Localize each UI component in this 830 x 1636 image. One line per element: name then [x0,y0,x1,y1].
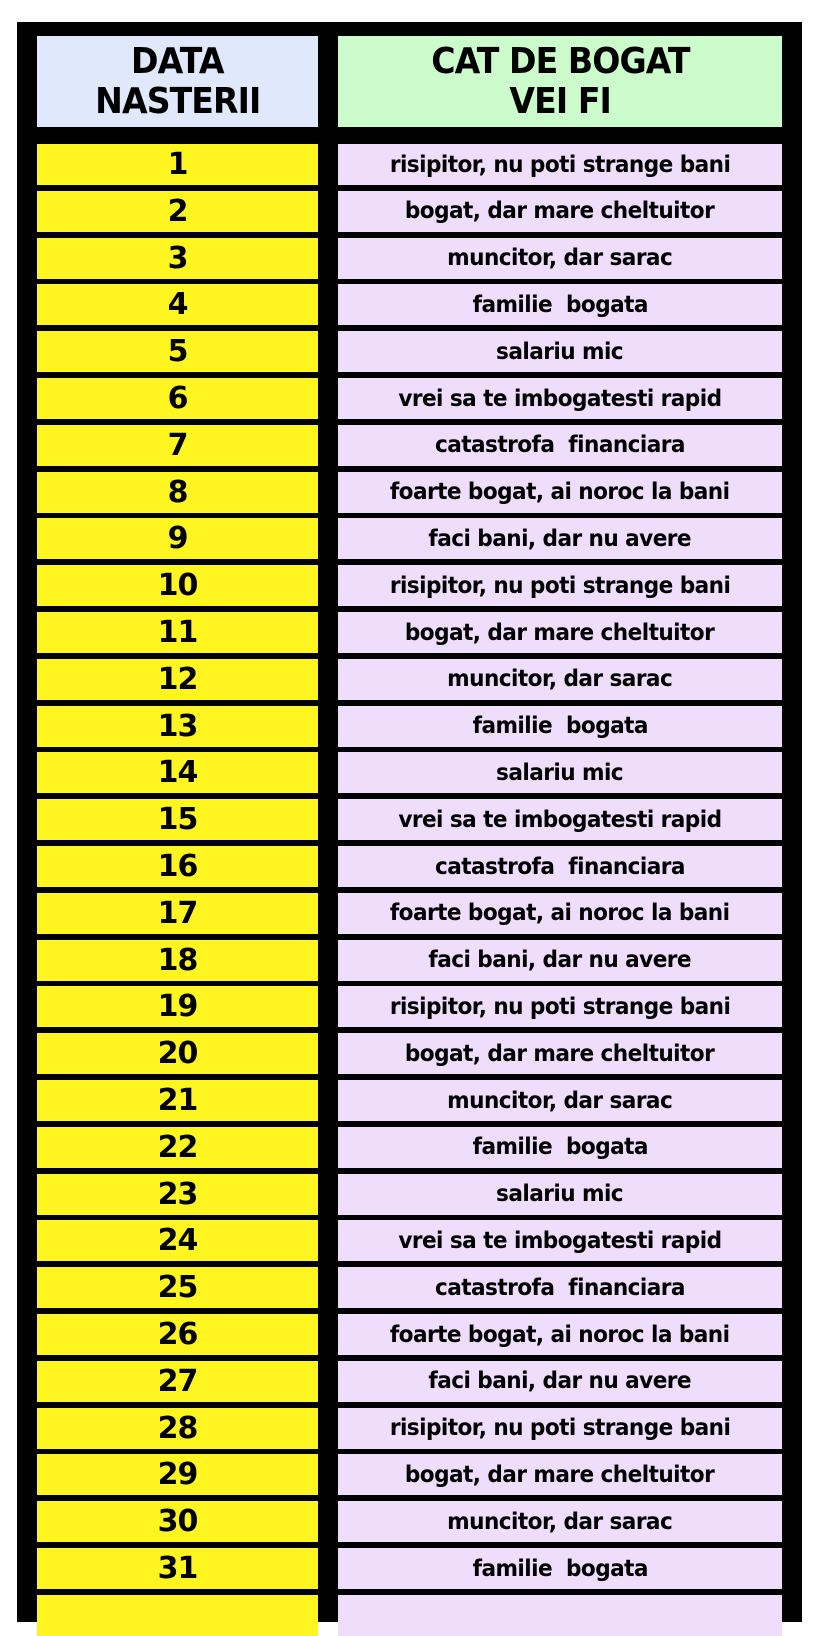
column-header-wealth-line2: VEI FI [509,80,611,122]
result-text: salariu mic [496,1181,624,1208]
day-cell [37,1267,318,1308]
day-number: 24 [157,1223,198,1259]
day-cell [37,659,318,700]
table-row [0,144,830,185]
table-row [0,1408,830,1449]
result-text: risipitor, nu poti strange bani [389,1415,731,1442]
result-text: bogat, dar mare cheltuitor [405,1040,715,1067]
table-row [0,752,830,793]
result-cell [338,1220,782,1261]
result-cell [338,1127,782,1168]
result-cell [338,799,782,840]
result-text: foarte bogat, ai noroc la bani [390,1321,730,1348]
day-cell [37,1127,318,1168]
day-cell [37,799,318,840]
table-row [0,518,830,559]
result-text: vrei sa te imbogatesti rapid [398,806,722,833]
result-text: faci bani, dar nu avere [428,525,692,552]
day-cell [37,191,318,232]
result-cell [338,1595,782,1636]
day-cell [37,284,318,325]
day-cell [37,1080,318,1121]
day-number: 1 [167,147,188,182]
result-cell [338,659,782,700]
day-number: 8 [167,474,188,510]
table-row [0,1361,830,1402]
result-text: bogat, dar mare cheltuitor [405,619,715,646]
day-number: 12 [157,661,198,697]
result-text: vrei sa te imbogatesti rapid [398,1227,722,1254]
day-number: 19 [157,989,198,1025]
day-cell [37,893,318,934]
result-cell [338,565,782,606]
day-number: 11 [157,615,198,650]
column-header-wealth [338,36,782,127]
result-text: vrei sa te imbogatesti rapid [398,385,722,412]
table-row [0,1033,830,1074]
day-number: 21 [157,1083,198,1118]
day-cell [37,425,318,466]
day-cell [37,1220,318,1261]
table-row [0,1548,830,1589]
table-row [0,612,830,653]
column-header-wealth-line1: CAT DE BOGAT [430,40,690,82]
day-number: 14 [157,755,198,791]
result-text: muncitor, dar sarac [447,1087,673,1114]
table-row [0,706,830,747]
result-text: foarte bogat, ai noroc la bani [390,479,730,506]
result-text: catastrofa financiara [435,1274,685,1301]
day-number: 26 [157,1317,198,1352]
table-row [0,940,830,981]
day-number: 28 [157,1410,198,1446]
day-cell [37,1408,318,1449]
result-cell [338,331,782,372]
result-cell [338,986,782,1027]
result-cell [338,1361,782,1402]
result-cell [338,1267,782,1308]
table-row [0,1174,830,1215]
result-cell [338,1174,782,1215]
day-cell [37,1595,318,1636]
result-cell [338,518,782,559]
result-text: risipitor, nu poti strange bani [389,151,731,178]
result-cell [338,706,782,747]
result-text: familie bogata [472,1555,648,1582]
day-number: 9 [167,521,188,557]
result-text: bogat, dar mare cheltuitor [405,1461,715,1488]
table-row [0,1220,830,1261]
day-cell [37,1033,318,1074]
result-text: familie bogata [472,1134,648,1161]
day-number: 5 [167,334,188,370]
day-number: 29 [157,1457,198,1493]
result-cell [338,846,782,887]
result-text: salariu mic [496,338,624,365]
day-number: 17 [157,895,198,931]
day-number: 7 [167,427,188,463]
result-text: risipitor, nu poti strange bani [389,993,731,1020]
table-row [0,659,830,700]
table-row [0,1127,830,1168]
day-number: 4 [167,287,188,323]
day-cell [37,1314,318,1355]
table-row [0,472,830,513]
day-cell [37,144,318,185]
table-row [0,331,830,372]
result-cell [338,238,782,279]
table-row [0,191,830,232]
day-number: 2 [167,193,188,229]
result-cell [338,1408,782,1449]
day-cell [37,940,318,981]
day-number: 15 [157,802,198,838]
day-cell [37,518,318,559]
result-cell [338,472,782,513]
day-number: 27 [157,1363,198,1399]
day-cell [37,378,318,419]
result-text: foarte bogat, ai noroc la bani [390,900,730,927]
result-text: familie bogata [472,291,648,318]
day-cell [37,238,318,279]
result-cell [338,191,782,232]
column-header-birth-date-line2: NASTERII [94,80,261,122]
day-number: 6 [167,381,188,416]
table-row [0,846,830,887]
day-cell [37,1361,318,1402]
day-number: 31 [157,1551,198,1586]
day-number: 22 [157,1129,198,1165]
day-cell [37,612,318,653]
day-number: 20 [157,1036,198,1072]
result-cell [338,1314,782,1355]
table-row [0,1314,830,1355]
table-row [0,1267,830,1308]
result-text: catastrofa financiara [435,432,685,459]
day-cell [37,1174,318,1215]
result-cell [338,893,782,934]
day-number: 3 [167,240,188,276]
table-row [0,378,830,419]
day-cell [37,1501,318,1542]
table-row [0,986,830,1027]
result-cell [338,612,782,653]
day-number: 18 [157,942,198,978]
day-number: 25 [157,1270,198,1306]
result-cell [338,1080,782,1121]
result-cell [338,752,782,793]
result-text: bogat, dar mare cheltuitor [405,198,715,225]
table-row [0,799,830,840]
result-text: muncitor, dar sarac [447,666,673,693]
table-row [0,565,830,606]
result-cell [338,284,782,325]
result-text: muncitor, dar sarac [447,245,673,272]
table-row [0,238,830,279]
day-cell [37,565,318,606]
result-cell [338,1033,782,1074]
day-number: 30 [157,1504,198,1540]
result-cell [338,940,782,981]
day-cell [37,986,318,1027]
day-cell [37,1548,318,1589]
result-cell [338,1454,782,1495]
day-number: 13 [157,708,198,744]
table-row [0,1080,830,1121]
result-text: muncitor, dar sarac [447,1508,673,1535]
result-text: risipitor, nu poti strange bani [389,572,731,599]
day-cell [37,472,318,513]
table-row [0,1595,830,1636]
result-cell [338,378,782,419]
day-cell [37,331,318,372]
result-cell [338,1501,782,1542]
day-number: 10 [157,568,198,604]
day-number: 23 [157,1176,198,1212]
day-cell [37,752,318,793]
result-text: faci bani, dar nu avere [428,947,692,974]
result-text: faci bani, dar nu avere [428,1368,692,1395]
result-cell [338,144,782,185]
result-text: salariu mic [496,759,624,786]
table-row [0,284,830,325]
table-row [0,893,830,934]
result-cell [338,1548,782,1589]
result-cell [338,425,782,466]
day-cell [37,1454,318,1495]
result-text: catastrofa financiara [435,853,685,880]
table-row [0,1501,830,1542]
day-cell [37,706,318,747]
day-cell [37,846,318,887]
column-header-birth-date [37,36,318,127]
table-row [0,1454,830,1495]
table-row [0,425,830,466]
result-text: familie bogata [472,713,648,740]
day-number: 16 [157,849,198,884]
column-header-birth-date-line1: DATA [131,40,224,82]
